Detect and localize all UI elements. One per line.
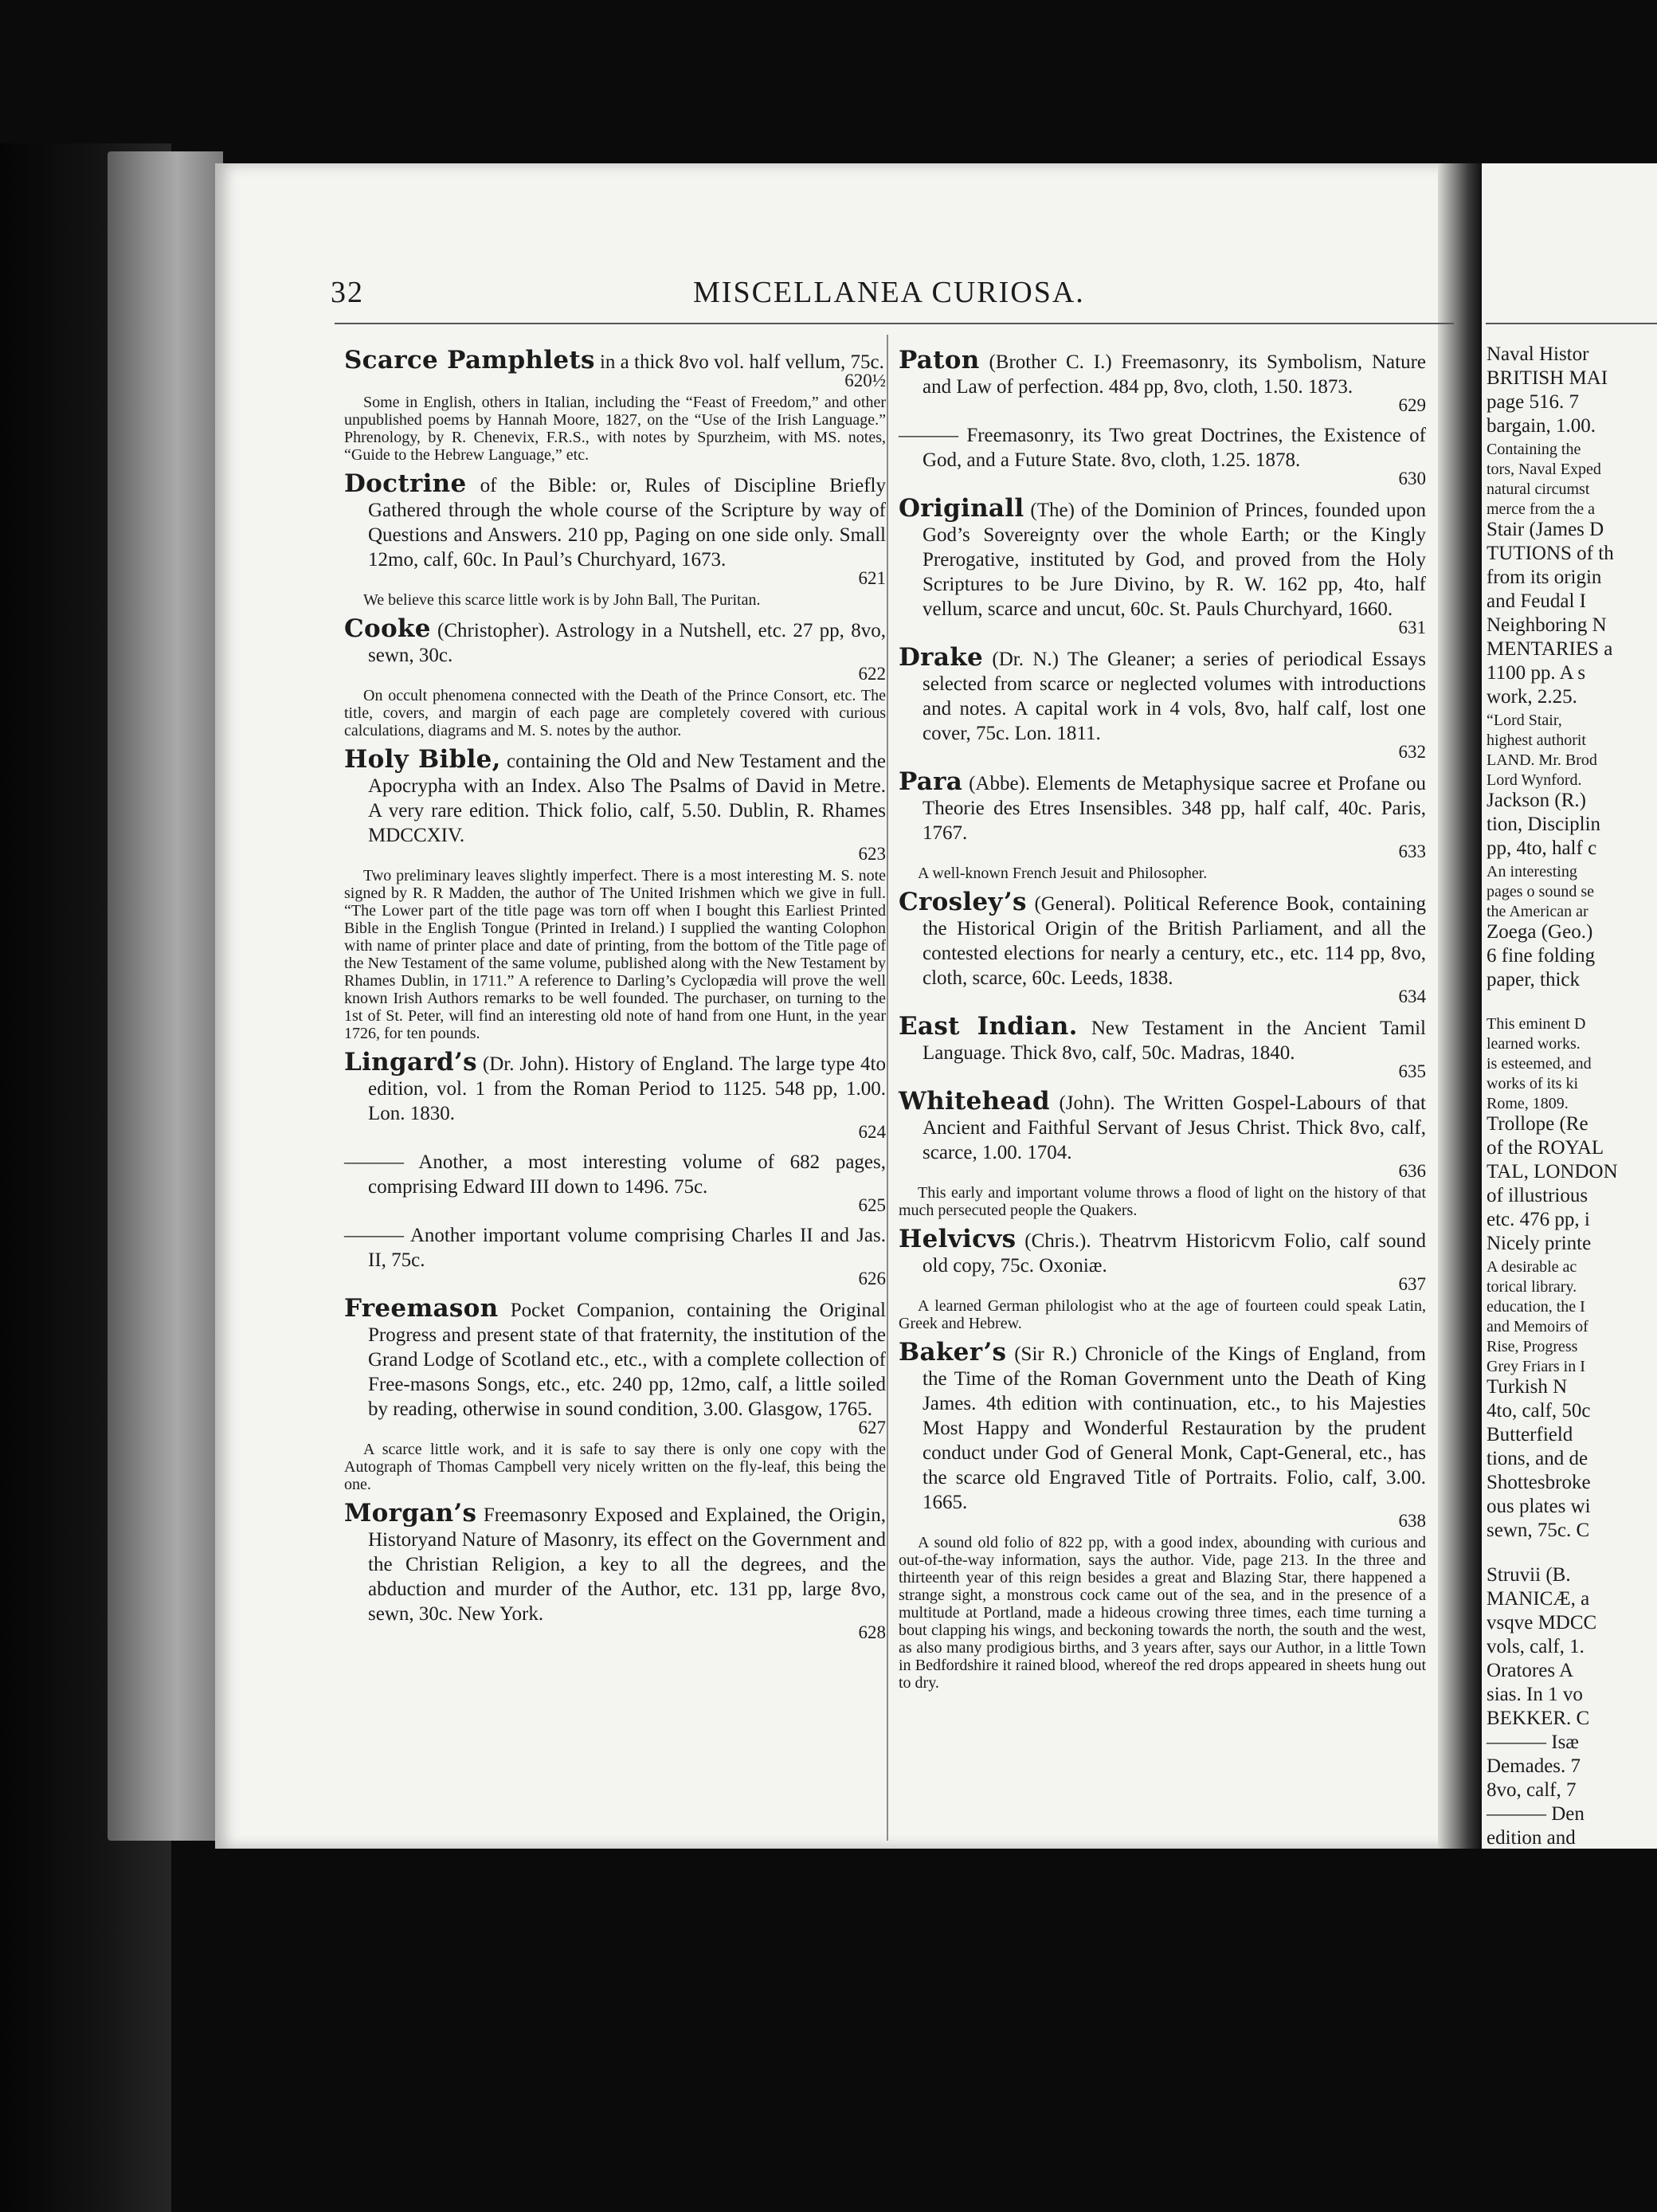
entry-number: 638 xyxy=(1398,1511,1426,1531)
partial-line: Rome, 1809. xyxy=(1487,1095,1569,1112)
entry-number: 627 xyxy=(858,1418,886,1437)
partial-line: A desirable ac xyxy=(1487,1258,1577,1276)
entry-description: (The) of the Dominion of Princes, founded upon God’s Sovereignty over the whole Earth; or the Kingly Prerogative, instituted by God, and proved from the Holy Scriptures to be Jure Divino, by R. W. 162 pp, 4to, half vellum, scarce and uncut, 60c. St. Pauls Churchyard, 1660. xyxy=(923,500,1426,620)
catalog-column-left xyxy=(344,348,886,1806)
partial-line: pp, 4to, half c xyxy=(1487,837,1597,859)
entry-text xyxy=(344,1050,886,1126)
partial-line: learned works. xyxy=(1487,1035,1581,1053)
catalog-entry xyxy=(899,645,1426,762)
partial-line: BRITISH MAI xyxy=(1487,367,1608,389)
partial-line: sewn, 75c. C xyxy=(1487,1520,1590,1541)
catalog-entry xyxy=(899,1089,1426,1219)
partial-line: TUTIONS of th xyxy=(1487,543,1614,564)
catalog-entry xyxy=(344,1296,886,1493)
partial-line: Containing the xyxy=(1487,441,1581,458)
partial-line: work, 2.25. xyxy=(1487,686,1577,708)
entry-description: ——— Another important volume comprising Charles II and Jas. II, 75c. xyxy=(344,1225,886,1271)
partial-line: 4to, calf, 50c xyxy=(1487,1400,1591,1422)
entry-number: 624 xyxy=(858,1122,886,1142)
entry-text xyxy=(344,747,886,848)
entry-number: 634 xyxy=(1398,986,1426,1006)
partial-line: page 516. 7 xyxy=(1487,391,1579,413)
line-gap xyxy=(1487,1543,1657,1563)
partial-line: and Feudal I xyxy=(1487,590,1586,612)
entry-headword: East Indian. xyxy=(899,1012,1078,1041)
entry-headword: Paton xyxy=(899,346,980,375)
entry-headword: Doctrine xyxy=(344,469,467,498)
partial-line: the American ar xyxy=(1487,903,1588,920)
partial-line: Neighboring N xyxy=(1487,614,1607,636)
partial-line: tion, Disciplin xyxy=(1487,814,1601,835)
entry-headword: Drake xyxy=(899,643,984,672)
entry-description: ——— Another, a most interesting volume of 682 pages, comprising Edward III down to 1496. 75c. xyxy=(344,1151,886,1198)
partial-line: from its origin xyxy=(1487,567,1602,588)
entry-text xyxy=(344,1223,886,1273)
entry-description: (Christopher). Astrology in a Nutshell, etc. 27 pp, 8vo, sewn, 30c. xyxy=(368,620,886,666)
entry-number: 631 xyxy=(1398,618,1426,637)
partial-line: Oratores A xyxy=(1487,1660,1573,1681)
partial-line: An interesting xyxy=(1487,863,1577,880)
entry-headword: Morgan’s xyxy=(344,1499,477,1528)
partial-line: MENTARIES a xyxy=(1487,638,1613,660)
partial-line: Stair (James D xyxy=(1487,519,1604,540)
entry-number: 622 xyxy=(858,664,886,684)
entry-description: (Dr. John). History of England. The large type 4to edition, vol. 1 from the Roman Period to 1125. 548 pp, 1.00. Lon. 1830. xyxy=(368,1053,886,1124)
entry-description: ——— Freemasonry, its Two great Doctrines, the Existence of God, and a Future State. 8vo, cloth, 1.25. 1878. xyxy=(899,425,1426,471)
partial-line: LAND. Mr. Brod xyxy=(1487,751,1597,769)
entry-text xyxy=(899,645,1426,746)
partial-line: Grey Friars in I xyxy=(1487,1358,1585,1375)
partial-line: 6 fine folding xyxy=(1487,945,1596,967)
entry-number: 621 xyxy=(858,568,886,588)
partial-line: vols, calf, 1. xyxy=(1487,1636,1585,1657)
partial-line: education, the I xyxy=(1487,1298,1585,1316)
entry-text xyxy=(344,1296,886,1422)
entry-number: 635 xyxy=(1398,1061,1426,1081)
partial-line: Lord Wynford. xyxy=(1487,771,1582,789)
catalog-entry xyxy=(899,423,1426,488)
partial-line: bargain, 1.00. xyxy=(1487,415,1596,437)
catalog-entry xyxy=(899,348,1426,415)
entry-number: 620½ xyxy=(844,371,886,390)
partial-line: works of its ki xyxy=(1487,1075,1578,1092)
entry-description: (Brother C. I.) Freemasonry, its Symbolism, Nature and Law of perfection. 484 pp, 8vo, cloth, 1.50. 1873. xyxy=(923,351,1426,398)
entry-headword: Holy Bible, xyxy=(344,745,501,774)
entry-note: A sound old folio of 822 pp, with a good index, abounding with curious and out-of-the-way information, says the author. Vide, page 213. In the three and thirteenth year of this reign besides a great and Blazing Star, there happened a strange sight, a monstrous cock came out of the sea, and in the presence of a multitude at Portland, made a hideous crowing three times, each time turning a bout clapping his wings, and beckoning towards the north, the south and the west, as also many prodigious births, and 3 years after, says our Author, in a little Town in Bedfordshire it rained blood, whereof the red drops appeared in sheets hung out to dry. xyxy=(899,1534,1426,1692)
entry-text xyxy=(899,767,1426,845)
entry-headword: Scarce Pamphlets xyxy=(344,346,595,375)
partial-line: torical library. xyxy=(1487,1278,1577,1296)
partial-line: ——— Isæ xyxy=(1487,1732,1579,1753)
entry-number: 626 xyxy=(858,1269,886,1288)
entry-description: (Chris.). Theatrvm Historicvm Folio, calf sound old copy, 75c. Oxoniæ. xyxy=(923,1230,1426,1277)
catalog-entry xyxy=(344,747,886,1042)
partial-line: TAL, LONDON xyxy=(1487,1161,1618,1182)
entry-note: A learned German philologist who at the age of fourteen could speak Latin, Greek and Hebrew. xyxy=(899,1297,1426,1332)
entry-text xyxy=(344,614,886,668)
partial-line: highest authorit xyxy=(1487,731,1586,749)
entry-headword: Lingard’s xyxy=(344,1048,477,1077)
page-gutter xyxy=(1438,163,1482,1849)
catalog-entry xyxy=(899,496,1426,637)
entry-text xyxy=(344,1501,886,1626)
header-rule xyxy=(335,323,1454,324)
partial-line: MANICÆ, a xyxy=(1487,1588,1590,1610)
partial-line: and Memoirs of xyxy=(1487,1318,1588,1335)
partial-line: Nicely printe xyxy=(1487,1233,1592,1254)
entry-text xyxy=(899,1014,1426,1065)
partial-line: Struvii (B. xyxy=(1487,1564,1571,1586)
partial-line: ——— Den xyxy=(1487,1803,1585,1825)
partial-line: of the ROYAL xyxy=(1487,1137,1604,1159)
entry-headword: Cooke xyxy=(344,614,431,643)
entry-note: A well-known French Jesuit and Philosopher. xyxy=(918,865,1208,882)
entry-headword: Originall xyxy=(899,494,1024,523)
entry-number: 628 xyxy=(858,1622,886,1642)
partial-line: Naval Histor xyxy=(1487,343,1589,365)
catalog-column-middle xyxy=(899,348,1426,1806)
partial-line: Jackson (R.) xyxy=(1487,790,1586,811)
partial-line: Rise, Progress xyxy=(1487,1338,1578,1355)
partial-line: Turkish N xyxy=(1487,1376,1568,1398)
partial-line: “Lord Stair, xyxy=(1487,712,1562,729)
catalog-entry xyxy=(344,1050,886,1142)
partial-line: 8vo, calf, 7 xyxy=(1487,1779,1577,1801)
catalog-entry xyxy=(344,1150,886,1215)
partial-line: ous plates wi xyxy=(1487,1496,1591,1517)
partial-line: vsqve MDCC xyxy=(1487,1612,1597,1634)
partial-line: Demades. 7 xyxy=(1487,1755,1581,1777)
partial-line: Trollope (Re xyxy=(1487,1113,1588,1135)
entry-description: (Abbe). Elements de Metaphysique sacree et Profane ou Theorie des Etres Insensibles. 348 pp, half calf, 40c. Paris, 1767. xyxy=(923,773,1426,844)
partial-line: BEKKER. C xyxy=(1487,1708,1590,1729)
entry-description: of the Bible: or, Rules of Discipline Briefly Gathered through the whole course of the Scripture by way of Questions and Answers. 210 pp, Paging on one side only. Small 12mo, calf, 60c. In Paul’s Churchyard, 1673. xyxy=(368,475,886,571)
entry-description: in a thick 8vo vol. half vellum, 75c. xyxy=(594,351,884,373)
entry-headword: Para xyxy=(899,767,963,796)
entry-note: This early and important volume throws a flood of light on the history of that much persecuted people the Quakers. xyxy=(899,1184,1426,1219)
partial-line: is esteemed, and xyxy=(1487,1055,1592,1073)
entry-number: 630 xyxy=(1398,469,1426,488)
partial-line: natural circumst xyxy=(1487,480,1590,498)
entry-number: 636 xyxy=(1398,1161,1426,1181)
entry-description: containing the Old and New Testament and the Apocrypha with an Index. Also The Psalms of David in Metre. A very rare edition. Thick folio, calf, 5.50. Dublin, R. Rhames MDCCXIV. xyxy=(368,751,886,846)
entry-description: (John). The Written Gospel-Labours of that Ancient and Faithful Servant of Jesus Christ. Thick 8vo, calf, scarce, 1.00. 1704. xyxy=(923,1092,1426,1163)
partial-line: of illustrious xyxy=(1487,1185,1588,1206)
header-rule-right-page xyxy=(1486,323,1657,324)
book-page-edges xyxy=(108,151,223,1841)
entry-headword: Baker’s xyxy=(899,1338,1007,1367)
partial-line: 1100 pp. A s xyxy=(1487,662,1586,684)
catalog-entry xyxy=(344,1501,886,1642)
entry-text xyxy=(899,890,1426,990)
catalog-column-right-partial xyxy=(1487,343,1657,1849)
entry-note: We believe this scarce little work is by John Ball, The Puritan. xyxy=(363,591,761,609)
entry-number: 632 xyxy=(1398,742,1426,762)
entry-number: 623 xyxy=(858,844,886,864)
catalog-entry xyxy=(899,1014,1426,1081)
entry-text xyxy=(899,1227,1426,1278)
partial-line: etc. 476 pp, i xyxy=(1487,1209,1590,1230)
entry-description: Pocket Companion, containing the Original Progress and present state of that fraternity, the institution of the Grand Lodge of Scotland etc., etc., with a complete collection of Free-masons Songs, etc., etc. 240 pp, 12mo, calf, a little soiled by reading, otherwise in sound condition, 3.00. Glasgow, 1765. xyxy=(368,1300,886,1420)
catalog-entry xyxy=(899,1227,1426,1332)
partial-line: Shottesbroke xyxy=(1487,1472,1591,1493)
catalog-entry xyxy=(344,614,886,739)
catalog-entry xyxy=(899,1340,1426,1692)
entry-description: (Dr. N.) The Gleaner; a series of periodical Essays selected from scarce or neglected volumes with introductions and notes. A capital work in 4 vols, 8vo, half calf, lost one cover, 75c. Lon. 1811. xyxy=(923,649,1426,744)
entry-text xyxy=(344,348,886,375)
partial-line: sias. In 1 vo xyxy=(1487,1684,1583,1705)
entry-number: 625 xyxy=(858,1195,886,1215)
entry-description: Freemasonry Exposed and Explained, the Origin, Historyand Nature of Masonry, its effect on the Government and the Christian Religion, a key to all the degrees, and the abduction and murder of the Author, etc. 131 pp, large 8vo, sewn, 30c. New York. xyxy=(368,1504,886,1625)
running-head-title: MISCELLANEA CURIOSA. xyxy=(693,276,1085,309)
partial-line: Zoega (Geo.) xyxy=(1487,921,1593,943)
partial-line: paper, thick xyxy=(1487,969,1581,990)
entry-number: 637 xyxy=(1398,1274,1426,1294)
entry-note: A scarce little work, and it is safe to say there is only one copy with the Autograph of Thomas Campbell very nicely written on the fly-leaf, this being the one. xyxy=(344,1441,886,1493)
entry-text xyxy=(899,496,1426,622)
page-number: 32 xyxy=(331,276,364,309)
entry-text xyxy=(344,469,886,572)
partial-line: pages o sound se xyxy=(1487,883,1594,900)
entry-headword: Freemason xyxy=(344,1294,499,1323)
entry-headword: Helvicvs xyxy=(899,1225,1017,1253)
entry-note: Some in English, others in Italian, including the “Feast of Freedom,” and other unpublished poems by Hannah Moore, 1827, on the “Use of the Irish Language.” Phrenology, by R. Chenevix, F.R.S., with notes by Spurzheim, with MS. notes, “Guide to the Hebrew Language,” etc. xyxy=(344,394,886,464)
entry-note: On occult phenomena connected with the Death of the Prince Consort, etc. The title, covers, and margin of each page are completely covered with curious calculations, diagrams and M. S. notes by the author. xyxy=(344,687,886,739)
entry-text xyxy=(899,348,1426,399)
entry-note: Two preliminary leaves slightly imperfect. There is a most interesting M. S. note signed by R. R Madden, the author of The United Irishmen which we give in full. “The Lower part of the title page was torn off when I bought this Earliest Printed Bible in the English Tongue (Printed in Ireland.) I supplied the wanting Colophon with name of printer place and date of printing, from the bottom of the Title page of the New Testament of the same volume, published along with the New Testament by Rhames Dublin, in 1711.” A reference to Darling’s Cyclopædia will prove the well known Irish Authors remarks to be well founded. The purchaser, on turning to the 1st of St. Peter, will find an interesting old note of hand from one Hunt, in the year 1726, for ten pounds. xyxy=(344,867,886,1042)
catalog-entry xyxy=(344,348,886,464)
catalog-entry xyxy=(899,767,1426,882)
partial-line: merce from the a xyxy=(1487,500,1596,518)
entry-headword: Crosley’s xyxy=(899,888,1027,916)
column-divider xyxy=(887,335,888,1841)
catalog-entry xyxy=(344,1223,886,1288)
partial-line: tors, Naval Exped xyxy=(1487,461,1601,478)
partial-line: edition and xyxy=(1487,1827,1576,1849)
entry-text xyxy=(899,1089,1426,1165)
catalog-entry xyxy=(899,890,1426,1006)
entry-headword: Whitehead xyxy=(899,1087,1050,1116)
partial-line: tions, and de xyxy=(1487,1448,1588,1469)
partial-line: Butterfield xyxy=(1487,1424,1573,1445)
partial-line: This eminent D xyxy=(1487,1015,1586,1033)
entry-description: (Sir R.) Chronicle of the Kings of England, from the Time of the Roman Government unto the Death of King James. 4th edition with continuation, etc., to his Majesties Most Happy and Wonderful Restauration by the prudent conduct under God of General Monk, Capt-General, etc., has the scarce old Engraved Title of Portraits. Folio, calf, 3.00. 1665. xyxy=(923,1343,1426,1513)
entry-description: (General). Political Reference Book, containing the Historical Origin of the British Parliament, and all the contested elections for nearly a century, etc., etc. 114 pp, 8vo, cloth, scarce, 60c. Leeds, 1838. xyxy=(923,893,1426,989)
line-gap xyxy=(1487,992,1657,1013)
entry-text xyxy=(899,1340,1426,1515)
catalog-entry xyxy=(344,469,886,609)
entry-number: 629 xyxy=(1398,395,1426,415)
entry-number: 633 xyxy=(1398,841,1426,861)
entry-text xyxy=(344,1150,886,1199)
entry-text xyxy=(899,423,1426,473)
entry-description: New Testament in the Ancient Tamil Language. Thick 8vo, calf, 50c. Madras, 1840. xyxy=(923,1018,1427,1064)
